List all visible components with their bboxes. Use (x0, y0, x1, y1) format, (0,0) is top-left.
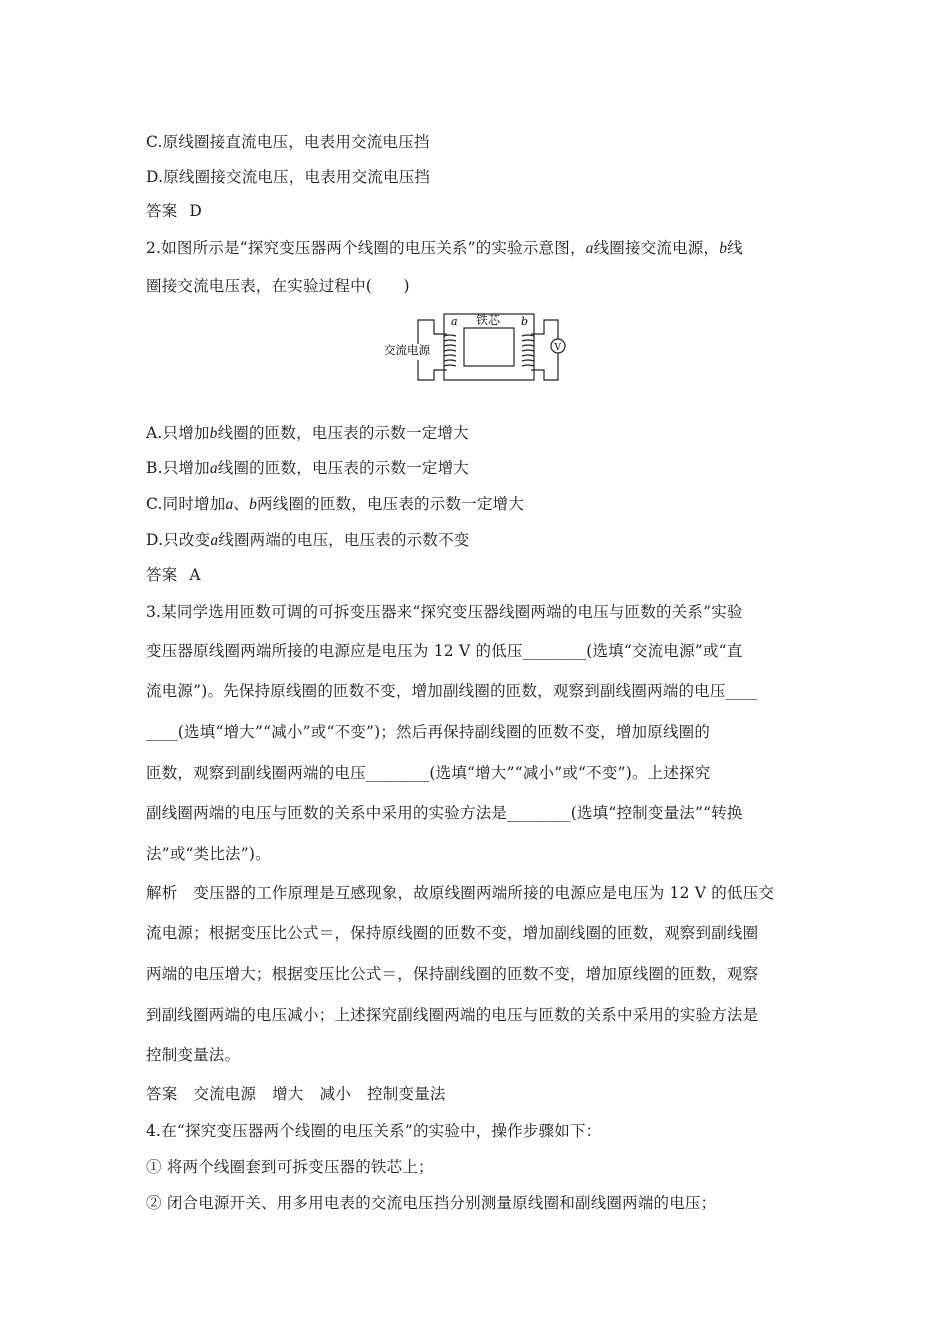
q3-line: ____(选填“增大”“减小”或“不变”)；然后再保持副线圈的匝数不变，增加原线圈的 (146, 723, 711, 741)
answer-label: 答案 (146, 566, 178, 584)
answer-label: 答案 (146, 202, 178, 220)
answer-value: 增大 (272, 1085, 304, 1103)
q3-line: 流电源”)。先保持原线圈的匝数不变，增加副线圈的匝数，观察到副线圈两端的电压____ (146, 682, 758, 700)
q3-answer (146, 1084, 446, 1104)
q3-line: 匝数，观察到副线圈两端的电压________(选填“增大”“减小”或“不变”)。上述探究 (146, 764, 711, 782)
q2-stem-line-1: 2.如图所示是“探究变压器两个线圈的电压关系”的实验示意图，a线圈接交流电源，b线 (146, 239, 743, 257)
core-label: 铁芯 (476, 313, 501, 327)
q1-option-d: D.原线圈接交流电压，电表用交流电压挡 (146, 168, 431, 186)
q3-analysis-line-1: 解析 变压器的工作原理是互感现象，故原线圈两端所接的电源应是电压为 12 V 的低压交 (146, 884, 775, 902)
answer-value: 交流电源 (193, 1085, 257, 1103)
q3-line: 变压器原线圈两端所接的电源应是电压为 12 V 的低压________(选填“交流电源”或“直 (146, 642, 743, 660)
answer-value: 控制变量法 (367, 1085, 446, 1103)
q3-analysis-line: 流电源；根据变压比公式＝，保持原线圈的匝数不变，增加副线圈的匝数，观察到副线圈 (146, 924, 759, 942)
q2-option-c: C.同时增加a、b两线圈的匝数，电压表的示数一定增大 (146, 495, 524, 513)
q3-analysis-line: 两端的电压增大；根据变压比公式＝，保持副线圈的匝数不变，增加原线圈的匝数，观察 (146, 965, 759, 983)
answer-label: 答案 (146, 1085, 178, 1103)
coil-a-label: a (451, 315, 458, 328)
source-wire-bottom (418, 360, 447, 380)
coil-b-label: b (521, 315, 529, 328)
q3-analysis-line: 控制变量法。 (146, 1046, 241, 1064)
meter-wire-bottom (531, 353, 558, 380)
q2-option-a: A.只增加b线圈的匝数，电压表的示数一定增大 (146, 424, 469, 442)
source-label: 交流电源 (384, 343, 430, 357)
q1-answer (146, 201, 202, 221)
answer-value: A (189, 566, 201, 584)
source-wire-top (418, 320, 447, 344)
q3-line: 3.某同学选用匝数可调的可拆变压器来“探究变压器线圈两端的电压与匝数的关系”实验 (146, 603, 743, 621)
analysis-label: 解析 (146, 884, 178, 902)
q2-option-b: B.只增加a线圈的匝数，电压表的示数一定增大 (146, 459, 469, 477)
q3-analysis-line: 到副线圈两端的电压减小；上述探究副线圈两端的电压与匝数的关系中采用的实验方法是 (146, 1006, 759, 1024)
transformer-diagram (384, 308, 574, 388)
q4-step: ② 闭合电源开关、用多用电表的交流电压挡分别测量原线圈和副线圈两端的电压； (146, 1194, 717, 1212)
core-inner (464, 328, 514, 366)
meter-wire-top (531, 320, 558, 339)
q2-option-d: D.只改变a线圈两端的电压，电压表的示数不变 (146, 531, 470, 549)
q3-line: 副线圈两端的电压与匝数的关系中采用的实验方法是________(选填“控制变量法”“转换 (146, 804, 743, 822)
voltmeter-label: V (554, 343, 561, 353)
q4-step: ① 将两个线圈套到可拆变压器的铁芯上； (146, 1158, 434, 1176)
answer-value: 减小 (319, 1085, 352, 1103)
coil-b-windings (522, 335, 534, 366)
coil-a-windings (444, 335, 456, 366)
q2-stem-line-2: 圈接交流电压表，在实验过程中( ) (146, 277, 410, 295)
q3-line: 法”或“类比法”)。 (146, 845, 271, 863)
q2-answer (146, 565, 201, 585)
q4-stem: 4.在“探究变压器两个线圈的电压关系”的实验中，操作步骤如下： (146, 1122, 602, 1140)
q1-option-c: C.原线圈接直流电压，电表用交流电压挡 (146, 133, 430, 151)
answer-value: D (189, 202, 203, 220)
